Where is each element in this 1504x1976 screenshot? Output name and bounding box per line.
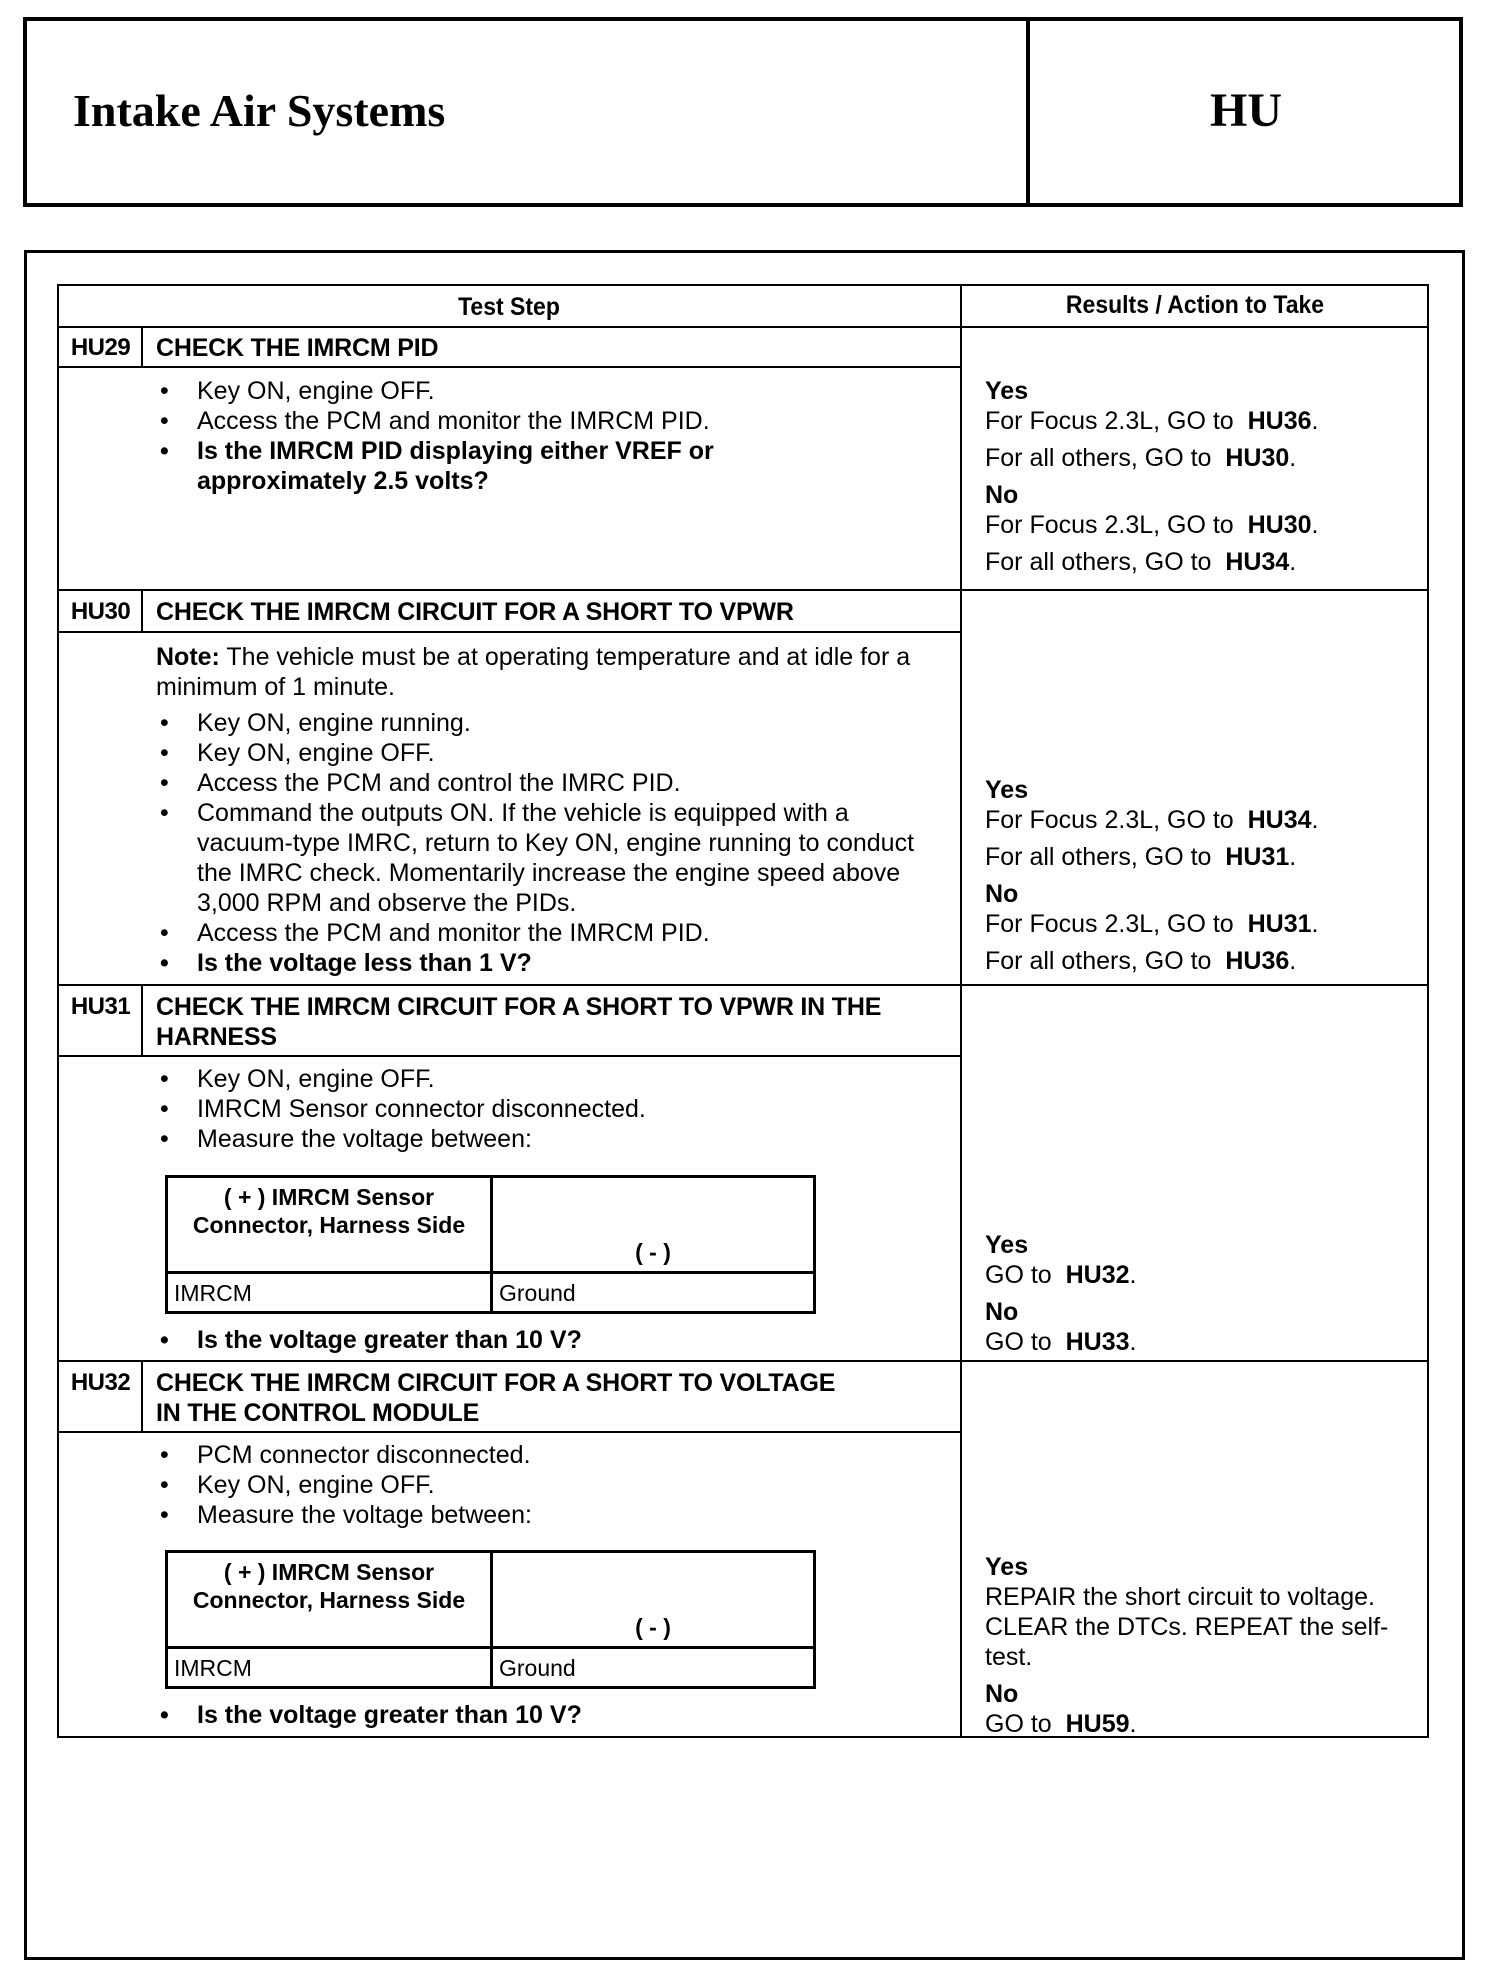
goto-step-link[interactable]: HU30 [1225, 444, 1290, 472]
hu31-row-divider [57, 1360, 1429, 1362]
result-text: For Focus 2.3L, GO to [985, 407, 1234, 435]
bullet-item: • Access the PCM and monitor the IMRCM PID. [156, 406, 956, 436]
no-label: No [985, 1298, 1019, 1326]
positive-lead-header: ( + ) IMRCM Sensor Connector, Harness Side [192, 1559, 466, 1613]
note-label: Note: [156, 643, 220, 671]
bullet-item: • IMRCM Sensor connector disconnected. [156, 1094, 956, 1124]
step-question: • Is the voltage less than 1 V? [156, 948, 936, 978]
step-title: CHECK THE IMRCM CIRCUIT FOR A SHORT TO VOLTAGE IN THE CONTROL MODULE [156, 1369, 836, 1427]
negative-lead-value: Ground [499, 1280, 576, 1306]
step-title: CHECK THE IMRCM CIRCUIT FOR A SHORT TO VPWR IN THE HARNESS [156, 993, 882, 1051]
step-body [156, 1064, 956, 1154]
result-text: For Focus 2.3L, GO to [985, 511, 1234, 539]
bullet-item: • Key ON, engine OFF. [156, 376, 956, 406]
result-text: REPAIR the short circuit to voltage. CLEAR the DTCs. REPEAT the self-test. [985, 1583, 1389, 1671]
section-code: HU [1210, 84, 1282, 137]
step-question-wrap [156, 1325, 956, 1355]
yes-label: Yes [985, 1231, 1029, 1259]
bullet-item: • Command the outputs ON. If the vehicle is equipped with a vacuum-type IMRC, return to Key ON, engine running to conduct the IMRC check. Momentarily increase the engine speed above 3,000 RPM and observe the PIDs. [156, 798, 936, 918]
goto-step-link[interactable]: HU36 [1225, 947, 1290, 975]
note-text: The vehicle must be at operating temperature and at idle for a minimum of 1 minute. [156, 643, 911, 701]
step-results: Yes For Focus 2.3L, GO to HU34. For all others, GO to HU31. No For Focus 2.3L, GO to HU31. For all others, GO to HU36. [985, 775, 1425, 976]
negative-lead-value: Ground [499, 1655, 576, 1681]
goto-step-link[interactable]: HU32 [1065, 1261, 1130, 1289]
bullet-item: • Key ON, engine OFF. [156, 738, 936, 768]
bullet-item: • Measure the voltage between: [156, 1500, 956, 1530]
goto-step-link[interactable]: HU36 [1247, 407, 1312, 435]
goto-step-link[interactable]: HU31 [1247, 910, 1312, 938]
hu31-title-divider [57, 1055, 961, 1057]
step-results: Yes For Focus 2.3L, GO to HU36. For all others, GO to HU30. No For Focus 2.3L, GO to HU30. For all others, GO to HU34. [985, 376, 1425, 577]
step-note [156, 642, 936, 702]
step-results: Yes REPAIR the short circuit to voltage. CLEAR the DTCs. REPEAT the self-test. No GO to HU59. [985, 1552, 1425, 1739]
positive-lead-header: ( + ) IMRCM Sensor Connector, Harness Side [192, 1184, 466, 1238]
result-text: For Focus 2.3L, GO to [985, 806, 1234, 834]
result-text: For all others, GO to [985, 947, 1212, 975]
step-body [156, 642, 936, 978]
result-text: For all others, GO to [985, 843, 1212, 871]
goto-step-link[interactable]: HU30 [1247, 511, 1312, 539]
step-id: HU32 [70, 1369, 131, 1396]
no-label: No [985, 1680, 1019, 1708]
column-header-test-step: Test Step [458, 293, 560, 321]
step-id: HU29 [70, 334, 131, 361]
step-body [156, 1440, 956, 1530]
goto-step-link[interactable]: HU33 [1065, 1328, 1130, 1356]
step-body [156, 376, 956, 496]
no-label: No [985, 481, 1019, 509]
positive-lead-value: IMRCM [174, 1655, 252, 1681]
bullet-item: • Key ON, engine OFF. [156, 1470, 956, 1500]
results-column-divider [960, 284, 962, 1738]
yes-label: Yes [985, 1553, 1029, 1581]
yes-label: Yes [985, 377, 1029, 405]
step-question-wrap [156, 1700, 956, 1730]
negative-lead-header: ( - ) [635, 1239, 671, 1265]
step-question: • Is the voltage greater than 10 V? [156, 1700, 956, 1730]
bullet-item: • Access the PCM and control the IMRC PID. [156, 768, 936, 798]
step-id: HU31 [70, 993, 131, 1020]
step-question: • Is the IMRCM PID displaying either VREF or approximately 2.5 volts? [156, 436, 817, 496]
result-text: For all others, GO to [985, 444, 1212, 472]
step-title: CHECK THE IMRCM CIRCUIT FOR A SHORT TO VPWR [156, 598, 794, 626]
bullet-item: • Key ON, engine running. [156, 708, 936, 738]
no-label: No [985, 880, 1019, 908]
hu30-title-divider [57, 631, 961, 633]
positive-lead-value: IMRCM [174, 1280, 252, 1306]
header-row-divider [57, 326, 1429, 328]
result-text: GO to [985, 1710, 1052, 1738]
column-header-results: Results / Action to Take [1065, 291, 1325, 319]
result-text: For Focus 2.3L, GO to [985, 910, 1234, 938]
bullet-item: • Key ON, engine OFF. [156, 1064, 956, 1094]
goto-step-link[interactable]: HU34 [1247, 806, 1312, 834]
measurement-table [165, 1550, 816, 1689]
goto-step-link[interactable]: HU34 [1225, 548, 1290, 576]
step-results: Yes GO to HU32. No GO to HU33. [985, 1230, 1425, 1357]
result-text: GO to [985, 1261, 1052, 1289]
result-text: For all others, GO to [985, 548, 1212, 576]
page-title: Intake Air Systems [73, 85, 446, 136]
measurement-table-header-divider [168, 1271, 813, 1274]
step-title: CHECK THE IMRCM PID [156, 334, 439, 362]
negative-lead-header: ( - ) [635, 1614, 671, 1640]
goto-step-link[interactable]: HU59 [1065, 1710, 1130, 1738]
measurement-table [165, 1175, 816, 1314]
measurement-table-header-divider [168, 1646, 813, 1649]
hu30-row-divider [57, 984, 1429, 986]
hu29-title-divider [57, 366, 961, 368]
step-id: HU30 [70, 598, 131, 625]
yes-label: Yes [985, 776, 1029, 804]
bullet-item: • PCM connector disconnected. [156, 1440, 956, 1470]
goto-step-link[interactable]: HU31 [1225, 843, 1290, 871]
hu32-title-divider [57, 1431, 961, 1433]
step-question: • Is the voltage greater than 10 V? [156, 1325, 956, 1355]
bullet-item: • Measure the voltage between: [156, 1124, 956, 1154]
result-text: GO to [985, 1328, 1052, 1356]
hu29-row-divider [57, 589, 1429, 591]
bullet-item: • Access the PCM and monitor the IMRCM PID. [156, 918, 936, 948]
